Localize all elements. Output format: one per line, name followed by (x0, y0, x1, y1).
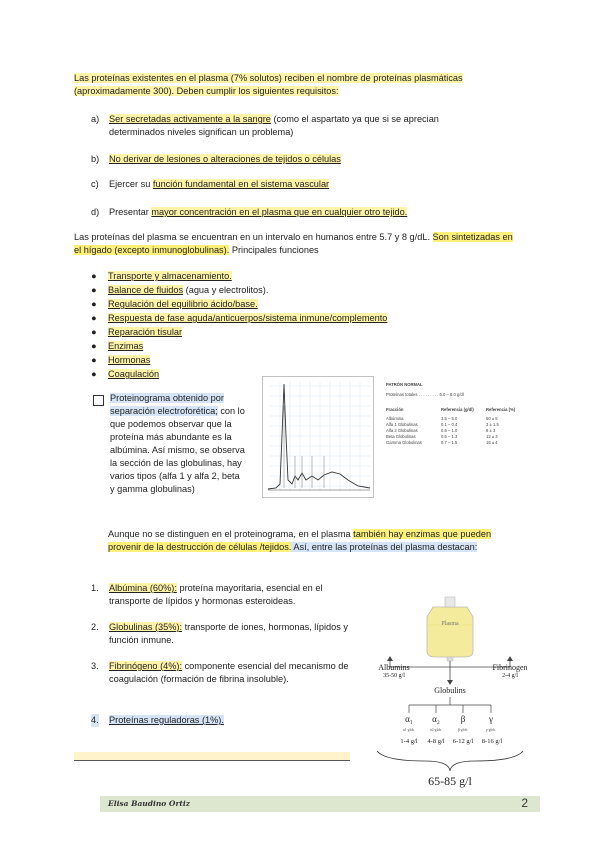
requirement-label: b) (91, 154, 100, 164)
table-cell: 16 ± 4 (486, 440, 498, 445)
fibrinogen-value: 2-4 g/l (502, 673, 518, 679)
alpha1-symbol: α₁ (405, 714, 413, 724)
beta-value: 6-12 g/l (452, 738, 474, 745)
requirement-highlight: No derivar de lesiones o alteraciones de tejidos o células (109, 154, 341, 164)
alpha2-caption: α2-glob. (429, 728, 443, 732)
requirement-c (91, 178, 471, 191)
function-item-name: Balance de fluidos (108, 285, 184, 295)
requirement-highlight: mayor concentración en el plasma que en cualquier otro tejido. (151, 207, 408, 217)
table-cell: 12 ± 3 (486, 434, 498, 439)
protein-name: Proteínas reguladoras (1%). (109, 715, 224, 725)
col-fraction: Fracción (386, 407, 404, 412)
protein-desc: componente esencial del mecanismo de coagulación (formación de fibrina insoluble). (109, 661, 349, 684)
table-cell: Albúmina (386, 416, 404, 421)
enzymes-pre: Aunque no se distinguen en el proteinograma, en el plasma (108, 529, 354, 539)
protein-item-2 (91, 621, 351, 647)
range-paragraph (74, 231, 514, 257)
bullet-icon: ● (91, 327, 97, 337)
function-item: Regulación del equilibrio ácido/base. (108, 299, 258, 309)
requirement-pre: Ejercer su (109, 179, 153, 189)
proteinogram-paragraph (110, 392, 246, 496)
bag-top-icon (445, 597, 455, 607)
arrow-up-icon (507, 656, 513, 661)
function-item (108, 285, 268, 295)
protein-desc: proteína mayoritaria, esencial en el transporte de lípidos y hormonas esteroideas. (109, 583, 323, 606)
enzymes-highlight: también hay enzimas que pueden provenir de la destrucción de células /tejidos. (108, 529, 492, 552)
requirement-label: a) (91, 114, 100, 124)
protein-item-1 (91, 582, 351, 608)
table-rows (386, 416, 536, 446)
table-cell: 0.7 – 1.5 (441, 440, 458, 445)
fibrinogen-label: Fibrinogen (492, 663, 528, 672)
arrow-up-icon (387, 656, 393, 661)
alpha2-value: 4-8 g/l (427, 738, 445, 745)
alpha1-value: 1-4 g/l (400, 738, 418, 745)
bullet-icon: ● (91, 313, 97, 323)
bullet-icon: ● (91, 285, 97, 295)
function-item: Coagulación (108, 369, 160, 379)
requirement-label: c) (91, 179, 99, 189)
protein-number: 2. (91, 622, 99, 632)
range-post: Principales funciones (229, 245, 319, 255)
table-cell: Beta Globulinas (386, 434, 416, 439)
requirement-pre: Presentar (109, 207, 152, 217)
beta-symbol: β (460, 714, 466, 724)
range-highlight: Son sintetizadas en el hígado (excepto inmunoglobulinas). (74, 232, 513, 255)
requirement-highlight: Ser secretadas activamente a la sangre (109, 114, 271, 124)
requirement-label: d) (91, 207, 100, 217)
table-title: PATRÓN NORMAL (386, 382, 423, 387)
col-ref-g: Referencia (g/dl) (441, 407, 474, 412)
table-cell: 3 ± 1.5 (486, 422, 499, 427)
table-cell: 50 ± 5 (486, 416, 498, 421)
table-cell: 0.1 – 0.4 (441, 422, 458, 427)
requirement-d (91, 206, 491, 219)
page-number: 2 (521, 796, 528, 810)
gamma-symbol: γ (489, 714, 493, 724)
protein-desc: transporte de iones, hormonas, lípidos y función inmune. (109, 622, 349, 645)
protein-number: 3. (91, 661, 99, 671)
plasma-bag-icon (427, 607, 473, 657)
protein-name: Globulinas (35%): (109, 622, 183, 632)
albumins-value: 35-50 g/l (383, 673, 405, 679)
intro-paragraph (74, 72, 474, 98)
normal-pattern-table (386, 382, 536, 446)
globulins-label: Globulins (434, 686, 466, 695)
table-row (386, 440, 536, 446)
protein-number: 1. (91, 583, 99, 593)
enzymes-highlight-2: Así, entre las proteínas del plasma destacan: (291, 542, 478, 552)
function-item: Hormonas (108, 355, 151, 365)
table-total: Proteínas totales . . . . . . . . . 6.0 – 8.0 g/dl (386, 392, 464, 397)
beta-caption: β-glob. (457, 728, 469, 732)
requirement-highlight: función fundamental en el sistema vascular (152, 179, 330, 189)
intro-text: Las proteínas existentes en el plasma (7% solutos) reciben el nombre de proteínas plasmáticas (aproximadamente 300). Deben cumplir los siguientes requisitos: (74, 73, 463, 96)
table-cell: 3.5 – 5.0 (441, 416, 458, 421)
albumins-label: Albumins (378, 663, 410, 672)
table-cell: Alfa 2 Globulinas (386, 428, 418, 433)
bullet-icon: ● (91, 369, 97, 379)
protein-name: Albúmina (60%): (109, 583, 177, 593)
bullet-icon: ● (91, 341, 97, 351)
plasma-figure (365, 585, 535, 795)
range-pre: Las proteínas del plasma se encuentran en un intervalo en humanos entre 5.7 y 8 g/dL. (74, 232, 433, 242)
enzymes-paragraph (108, 528, 508, 554)
table-cell: 8 ± 3 (486, 428, 496, 433)
bag-outlet-icon (447, 657, 453, 661)
proteinogram-highlight: Proteinograma obtenido por separación electroforética; (110, 393, 224, 416)
table-cell: 0.5 – 1.3 (441, 434, 458, 439)
total-brace (377, 751, 523, 771)
gamma-caption: γ-glob. (485, 728, 497, 732)
function-item: Enzimas (108, 341, 144, 351)
function-item: Respuesta de fase aguda/anticuerpos/sistema inmune/complemento (108, 313, 388, 323)
protein-number: 4. (91, 715, 99, 725)
protein-item-4 (91, 714, 351, 727)
function-item: Reparación tisular (108, 327, 183, 337)
function-item: Transporte y almacenamiento. (108, 271, 232, 281)
checkbox-icon[interactable] (93, 395, 104, 406)
requirement-rest: (como el aspartato ya que si se aprecian determinados niveles significan un problema) (109, 114, 439, 137)
table-cell: Alfa 1 Globulinas (386, 422, 418, 427)
table-header (386, 407, 536, 413)
function-item-extra: (agua y electrolitos). (183, 285, 269, 295)
col-ref-pct: Referencia (%) (486, 407, 516, 412)
protein-item-3 (91, 660, 351, 686)
table-cell: Gamma Globulinas (386, 440, 422, 445)
electrophoresis-graph (262, 376, 374, 498)
requirement-b (91, 153, 471, 166)
graph-frame (263, 377, 374, 498)
requirement-a (91, 113, 471, 139)
empty-highlight-line (74, 752, 350, 761)
gamma-value: 8-16 g/l (481, 738, 503, 745)
footer-bar (100, 796, 540, 812)
bullet-icon: ● (91, 299, 97, 309)
proteinogram-rest: con lo que podemos observar que la proteína más abundante es la albúmina. Así mismo, se observa la sección de las globulinas, hay varios tipos (alfa 1 y alfa 2, beta y gamma globulinas) (110, 406, 245, 494)
protein-name: Fibrinógeno (4%): (109, 661, 183, 671)
bullet-icon: ● (91, 271, 97, 281)
footer-author: Elisa Baudino Ortiz (108, 799, 190, 808)
table-cell: 0.5 – 1.0 (441, 428, 458, 433)
alpha1-caption: α1-glob. (402, 728, 416, 732)
plasma-bag-label: Plasma (441, 621, 459, 627)
alpha2-symbol: α₂ (432, 714, 440, 724)
bullet-icon: ● (91, 355, 97, 365)
total-value: 65-85 g/l (428, 774, 472, 788)
